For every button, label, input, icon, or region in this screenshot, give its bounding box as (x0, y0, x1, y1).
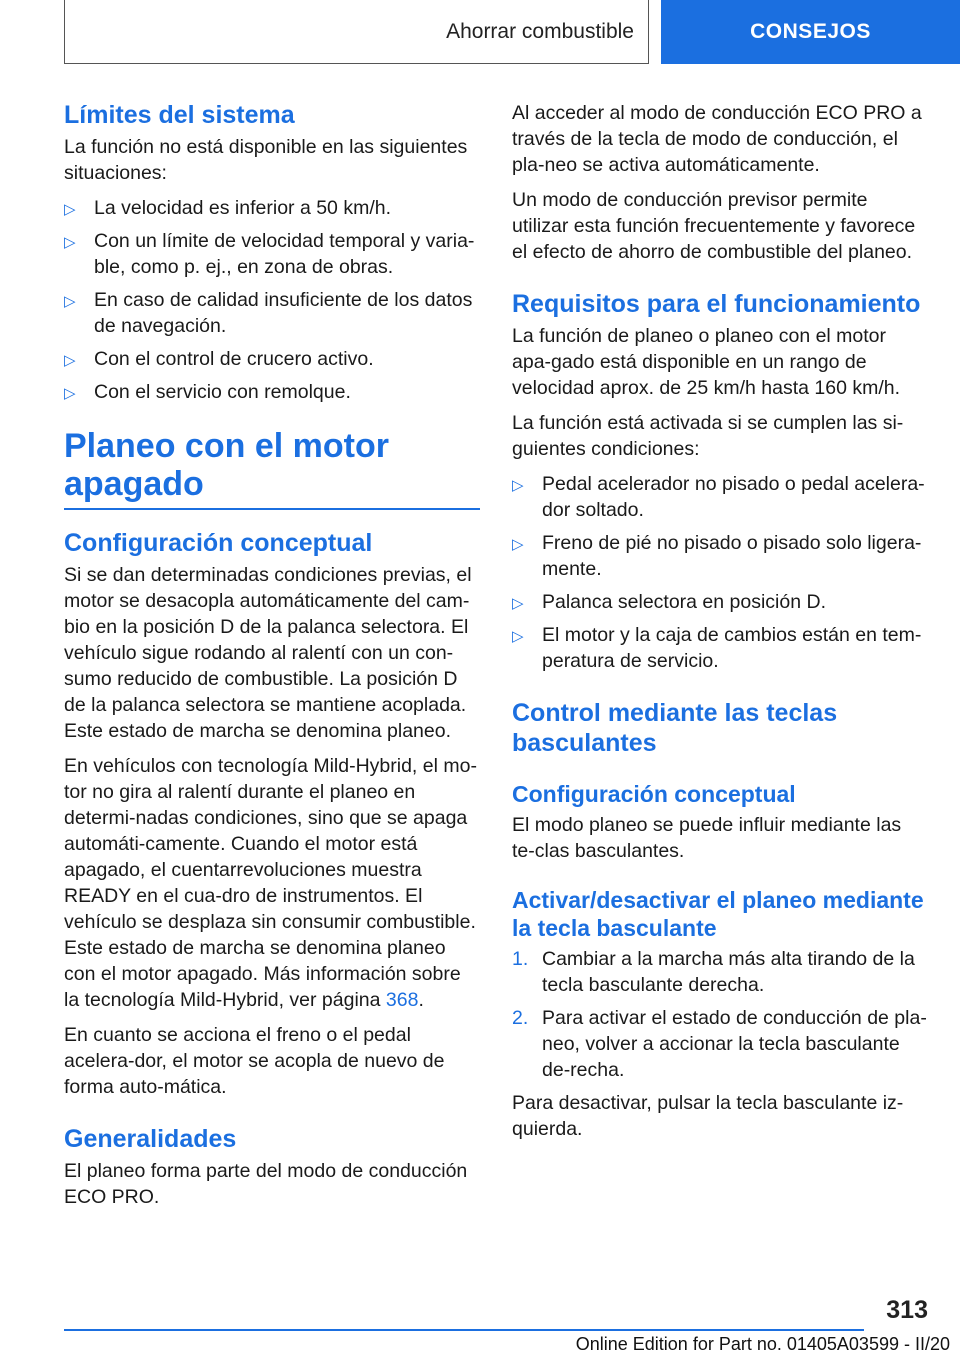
right-column (512, 100, 928, 1151)
list-item: ▷ Con el servicio con remolque. (64, 379, 480, 405)
list-item: 1. Cambiar a la marcha más alta tirando de la tecla basculante derecha. (512, 948, 915, 996)
list-item: 2. Para activar el estado de conducción de pla‐neo, volver a accionar la tecla basculante de‐recha. (512, 1007, 927, 1081)
triangle-bullet-icon: ▷ (512, 536, 524, 553)
heading-main-topic: Planeo con el motor apagado (64, 427, 480, 510)
heading-control: Control mediante las teclas basculantes (512, 699, 838, 757)
heading-concept: Configuración conceptual (64, 529, 373, 557)
list-item: ▷ La velocidad es inferior a 50 km/h. (64, 195, 480, 221)
list-item: ▷ Con el control de crucero activo. (64, 346, 480, 372)
page-link[interactable]: 368 (385, 989, 419, 1011)
concept-paragraph-3: En cuanto se acciona el freno o el pedal acelera‐dor, el motor se acopla de nuevo de forma auto‐mática. (64, 1024, 445, 1098)
intro-paragraph-2: Un modo de conducción previsor permite utilizar esta función frecuentemente y favorece el efecto de ahorro de combustible del planeo. (512, 189, 916, 263)
triangle-bullet-icon: ▷ (64, 352, 76, 369)
intro-paragraph-1: Al acceder al modo de conducción ECO PRO a través de la tecla de modo de conducción, el pla‐neo se activa automáticamente. (512, 102, 922, 176)
section-tab (64, 0, 649, 64)
chapter-title: CONSEJOS (750, 20, 871, 43)
heading-requirements: Requisitos para el funcionamiento (512, 290, 921, 318)
list-item: ▷ Palanca selectora en posición D. (512, 589, 928, 615)
requirements-paragraph-1: La función de planeo o planeo con el motor apa‐gado está disponible en un rango de velocidad aprox. de 25 km/h hasta 160 km/h. (512, 325, 901, 399)
left-column (64, 100, 480, 1219)
triangle-bullet-icon: ▷ (512, 628, 524, 645)
concept-paragraph-2: En vehículos con tecnología Mild-Hybrid, el mo‐tor no gira al ralentí durante el planeo en determi‐nadas condiciones, sino que se apaga automáti‐camente. Cuando el motor está apagado, el cuentarrevoluciones muestra READY en el cua‐dro de instrumentos. El vehículo se desplaza sin consumir combustible. Este estado de marcha se denomina planeo con el motor apagado. Más información sobre la tecnología Mild-Hybrid, ver página 368. (64, 755, 477, 1011)
list-item: ▷ Con un límite de velocidad temporal y varia‐ble, como p. ej., en zona de obras. (64, 230, 475, 278)
list-item: ▷ El motor y la caja de cambios están en tem‐peratura de servicio. (512, 624, 922, 672)
triangle-bullet-icon: ▷ (64, 234, 76, 251)
limits-list (64, 195, 480, 405)
heading-concept-2: Configuración conceptual (512, 781, 796, 807)
triangle-bullet-icon: ▷ (512, 477, 524, 494)
general-paragraph: El planeo forma parte del modo de conducción ECO PRO. (64, 1160, 468, 1208)
requirements-paragraph-2: La función está activada si se cumplen las si‐guientes condiciones: (512, 412, 904, 460)
heading-system-limits: Límites del sistema (64, 101, 295, 129)
footer-divider (64, 1329, 864, 1331)
page-number: 313 (886, 1296, 928, 1324)
triangle-bullet-icon: ▷ (64, 201, 76, 218)
page-header (0, 0, 960, 66)
footer-edition: Online Edition for Part no. 01405A03599 - II/20 (575, 1334, 950, 1354)
requirements-list (512, 471, 928, 674)
limits-intro: La función no está disponible en las siguientes situaciones: (64, 136, 468, 184)
triangle-bullet-icon: ▷ (64, 385, 76, 402)
list-item: ▷ Pedal acelerador no pisado o pedal acelera‐dor soltado. (512, 473, 925, 521)
triangle-bullet-icon: ▷ (64, 293, 76, 310)
heading-activate: Activar/desactivar el planeo mediante la tecla basculante (512, 887, 924, 941)
concept-paragraph-1: Si se dan determinadas condiciones previas, el motor se desacopla automáticamente del cam‐bio en la posición D de la palanca selectora. El vehículo sigue rodando al ralentí con un con‐sumo reducido de combustible. La posición D de la palanca selectora se mantiene acoplada. Este estado de marcha se denomina planeo. (64, 564, 472, 742)
section-title: Ahorrar combustible (446, 19, 634, 43)
list-item: ▷ Freno de pié no pisado o pisado solo ligera‐mente. (512, 532, 922, 580)
deactivate-paragraph: Para desactivar, pulsar la tecla basculante iz‐quierda. (512, 1092, 904, 1140)
concept2-paragraph: El modo planeo se puede influir mediante las te‐clas basculantes. (512, 814, 902, 862)
list-item: ▷ En caso de calidad insuficiente de los datos de navegación. (64, 289, 473, 337)
heading-general: Generalidades (64, 1125, 237, 1153)
chapter-tab (661, 0, 960, 64)
triangle-bullet-icon: ▷ (512, 595, 524, 612)
steps-list (512, 946, 928, 1083)
